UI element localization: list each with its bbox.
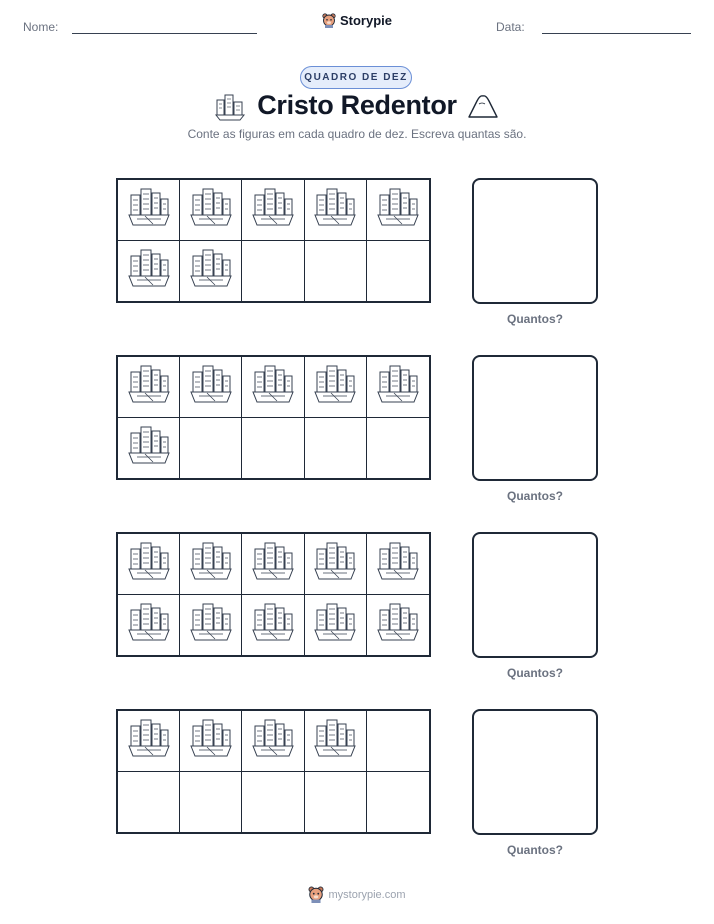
ten-frame-cell [305, 357, 367, 418]
answer-label: Quantos? [507, 843, 563, 857]
city-icon [127, 539, 171, 588]
ten-frame-cell [118, 180, 180, 241]
ten-frame [116, 178, 431, 303]
ten-frame-cell [180, 357, 242, 418]
footer [0, 886, 714, 908]
answer-box[interactable] [472, 532, 598, 658]
ten-frame [116, 355, 431, 480]
ten-frame-cell [242, 357, 304, 418]
city-icon [251, 716, 295, 765]
ten-frame [116, 709, 431, 834]
city-icon [251, 362, 295, 411]
city-icon [313, 716, 357, 765]
city-icon [251, 185, 295, 234]
date-input-line[interactable] [542, 33, 691, 34]
ten-frame-cell [180, 241, 242, 302]
bear-mascot-icon [322, 13, 336, 28]
ten-frame-cell [367, 418, 429, 479]
brand-name: Storypie [339, 13, 392, 28]
city-icon [127, 185, 171, 234]
instructions: Conte as figuras em cada quadro de dez. Escreva quantas são. [187, 127, 527, 141]
ten-frame-cell [118, 357, 180, 418]
ten-frame-cell [242, 772, 304, 833]
ten-frame-cell [118, 711, 180, 772]
ten-frame-cell [242, 418, 304, 479]
name-input-line[interactable] [72, 33, 257, 34]
ten-frame-cell [180, 180, 242, 241]
city-icon [313, 362, 357, 411]
ten-frame-cell [242, 595, 304, 656]
city-icon [189, 539, 233, 588]
ten-frame-cell [242, 711, 304, 772]
ten-frame-cell [367, 711, 429, 772]
footer-url: mystorypie.com [328, 888, 406, 901]
city-icon [127, 716, 171, 765]
answer-label: Quantos? [507, 489, 563, 503]
ten-frame-cell [242, 180, 304, 241]
ten-frame-cell [305, 180, 367, 241]
date-label: Data: [496, 20, 525, 34]
worksheet-type-badge: QUADRO DE DEZ [300, 66, 412, 89]
answer-label: Quantos? [507, 666, 563, 680]
ten-frame-cell [180, 711, 242, 772]
ten-frame [116, 532, 431, 657]
ten-frame-cell [118, 418, 180, 479]
ten-frame-cell [118, 241, 180, 302]
ten-frame-cell [305, 711, 367, 772]
city-icon [376, 600, 420, 649]
city-icon [127, 246, 171, 295]
city-icon [127, 600, 171, 649]
city-icon [376, 362, 420, 411]
ten-frame-cell [180, 534, 242, 595]
ten-frame-cell [367, 534, 429, 595]
answer-box[interactable] [472, 178, 598, 304]
mountain-icon [467, 92, 499, 120]
ten-frame-cell [118, 534, 180, 595]
answer-box[interactable] [472, 355, 598, 481]
ten-frame-cell [242, 534, 304, 595]
ten-frame-cell [367, 241, 429, 302]
city-icon [127, 423, 171, 472]
city-icon [376, 539, 420, 588]
ten-frame-cell [305, 595, 367, 656]
city-icon [251, 600, 295, 649]
answer-label: Quantos? [507, 312, 563, 326]
brand-logo [0, 13, 714, 33]
ten-frame-cell [367, 595, 429, 656]
ten-frame-cell [367, 180, 429, 241]
ten-frame-cell [242, 241, 304, 302]
city-icon [313, 600, 357, 649]
ten-frame-cell [305, 534, 367, 595]
ten-frame-cell [118, 595, 180, 656]
city-icon [127, 362, 171, 411]
city-icon [189, 600, 233, 649]
ten-frame-cell [180, 418, 242, 479]
ten-frame-cell [305, 772, 367, 833]
city-icon [376, 185, 420, 234]
city-icon [251, 539, 295, 588]
ten-frame-cell [305, 418, 367, 479]
ten-frame-cell [180, 772, 242, 833]
bear-mascot-icon [308, 886, 324, 903]
city-icon [189, 362, 233, 411]
name-label: Nome: [23, 20, 59, 34]
ten-frame-cell [118, 772, 180, 833]
city-icon [313, 539, 357, 588]
ten-frame-cell [180, 595, 242, 656]
city-icon [313, 185, 357, 234]
answer-box[interactable] [472, 709, 598, 835]
city-icon [189, 185, 233, 234]
page-title: Cristo Redentor [257, 90, 457, 120]
ten-frame-cell [367, 357, 429, 418]
ten-frame-cell [367, 772, 429, 833]
ten-frame-cell [305, 241, 367, 302]
city-icon [189, 716, 233, 765]
city-icon [189, 246, 233, 295]
